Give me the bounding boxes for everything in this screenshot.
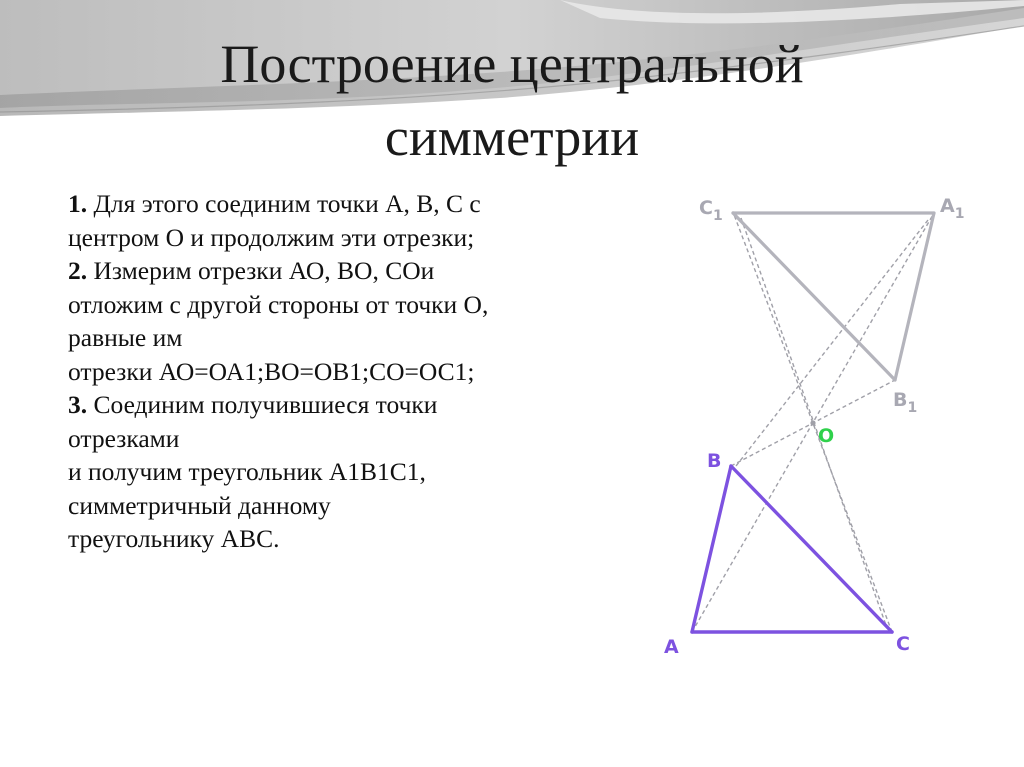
label-O: O [818, 425, 835, 447]
label-B1-letter: B [893, 389, 908, 411]
body-line-text: отрезки АО=ОА1;ВО=ОВ1;СО=ОС1; [68, 356, 475, 386]
step-number: 3. [68, 390, 88, 419]
body-line-text: Для этого соединим точки А, В, С с [87, 189, 481, 218]
edge-A-B [692, 466, 731, 632]
slide-title-line-1: Построение центральной [220, 34, 804, 94]
body-line-text: симметричный данному [68, 490, 331, 520]
image-triangle [733, 213, 934, 380]
step-number: 2. [68, 256, 88, 285]
step-number: 1. [68, 189, 88, 218]
label-C1 [699, 197, 723, 224]
body-line-text: и получим треугольник А1В1С1, [68, 457, 426, 486]
label-B: B [707, 450, 722, 472]
label-C1-letter: C [699, 197, 713, 219]
body-line-text: центром О и продолжим эти отрезки; [68, 222, 475, 252]
center-point-O [810, 420, 815, 425]
edge-B-C [731, 466, 892, 632]
body-line-text: отложим с другой стороны от точки О, [68, 289, 489, 319]
body-line-text: Соединим получившиеся точки [87, 390, 438, 419]
body-line-text: Измерим отрезки АО, ВО, СОи [87, 256, 435, 285]
body-line-text: треугольнику АВС. [68, 524, 280, 553]
label-C1-subscript: 1 [712, 208, 723, 224]
original-triangle [692, 466, 892, 632]
label-A1 [940, 195, 964, 222]
label-A1-subscript: 1 [954, 206, 965, 222]
body-line-text: отрезками [68, 423, 180, 453]
label-B1-subscript: 1 [907, 400, 918, 416]
slide-title-line-2: симметрии [384, 107, 640, 167]
edge-C1-B1 [733, 213, 895, 380]
label-A1-letter: A [940, 195, 955, 217]
label-B1 [893, 389, 917, 416]
label-A: A [664, 636, 679, 658]
body-line-text: равные им [68, 323, 183, 352]
label-C: C [896, 633, 910, 655]
